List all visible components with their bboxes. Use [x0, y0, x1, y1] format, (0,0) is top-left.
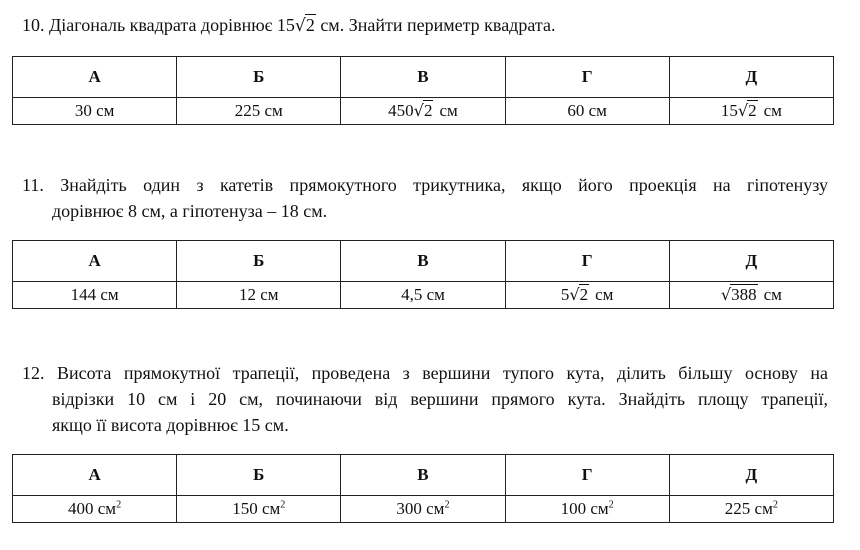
header-v: В: [341, 241, 505, 282]
answer-a: 30 см: [13, 98, 177, 125]
table-row: [13, 282, 834, 309]
header-d: Д: [669, 241, 833, 282]
header-a: А: [13, 455, 177, 496]
answers-table-11: [12, 240, 834, 309]
answer-g: 60 см: [505, 98, 669, 125]
header-b: Б: [177, 57, 341, 98]
header-a: А: [13, 241, 177, 282]
answers-table-12: [12, 454, 834, 523]
question-10-text: 10. Діагональ квадрата дорівнює 15√2 см. Знайти периметр квадрата.: [22, 12, 828, 39]
question-number: 10.: [22, 15, 45, 35]
table-header-row: [13, 57, 834, 98]
table-row: [13, 496, 834, 523]
answer-v: 4,5 см: [341, 282, 505, 309]
table-row: [13, 98, 834, 125]
answer-d: √388 см: [669, 282, 833, 309]
question-12-line-3: якщо її висота дорівнює 15 см.: [52, 415, 289, 435]
header-v: В: [341, 57, 505, 98]
header-g: Г: [505, 57, 669, 98]
question-10: [22, 12, 828, 39]
answer-v: 300 $см^2$: [341, 496, 505, 523]
answer-g: 5√2 см: [505, 282, 669, 309]
answer-d: 225 $см^2$: [669, 496, 833, 523]
header-d: Д: [669, 57, 833, 98]
answer-b: 225 см: [177, 98, 341, 125]
header-g: Г: [505, 241, 669, 282]
question-11-line-1: 11. Знайдіть один з катетів прямокутного трикутника, якщо його проекція на гіпотенузу: [22, 175, 829, 195]
header-b: Б: [177, 455, 341, 496]
answer-a: 400 $см^2$: [13, 496, 177, 523]
header-g: Г: [505, 455, 669, 496]
header-a: А: [13, 57, 177, 98]
question-11-line-2: дорівнює 8 см, а гіпотенуза – 18 см.: [52, 201, 328, 221]
answer-b: 12 см: [177, 282, 341, 309]
answer-g: 100 $см^2$: [505, 496, 669, 523]
answer-b: 150 $см^2$: [177, 496, 341, 523]
question-12-line-1: 12. Висота прямокутної трапеції, проведена з вершини тупого кута, ділить більшу основу на: [22, 363, 828, 383]
question-number: 12.: [22, 363, 45, 383]
question-12: [22, 360, 828, 438]
answers-table-10: [12, 56, 834, 125]
table-header-row: [13, 241, 834, 282]
table-header-row: [13, 455, 834, 496]
answer-d: 15√2 см: [669, 98, 833, 125]
answer-v: 450√2 см: [341, 98, 505, 125]
question-11: [22, 172, 828, 224]
sqrt-expression: √2: [294, 15, 315, 36]
header-v: В: [341, 455, 505, 496]
answer-a: 144 см: [13, 282, 177, 309]
question-number: 11.: [22, 175, 44, 195]
question-12-line-2: відрізки 10 см і 20 см, починаючи від вершини прямого кута. Знайдіть площу трапеції,: [52, 389, 828, 409]
header-b: Б: [177, 241, 341, 282]
header-d: Д: [669, 455, 833, 496]
